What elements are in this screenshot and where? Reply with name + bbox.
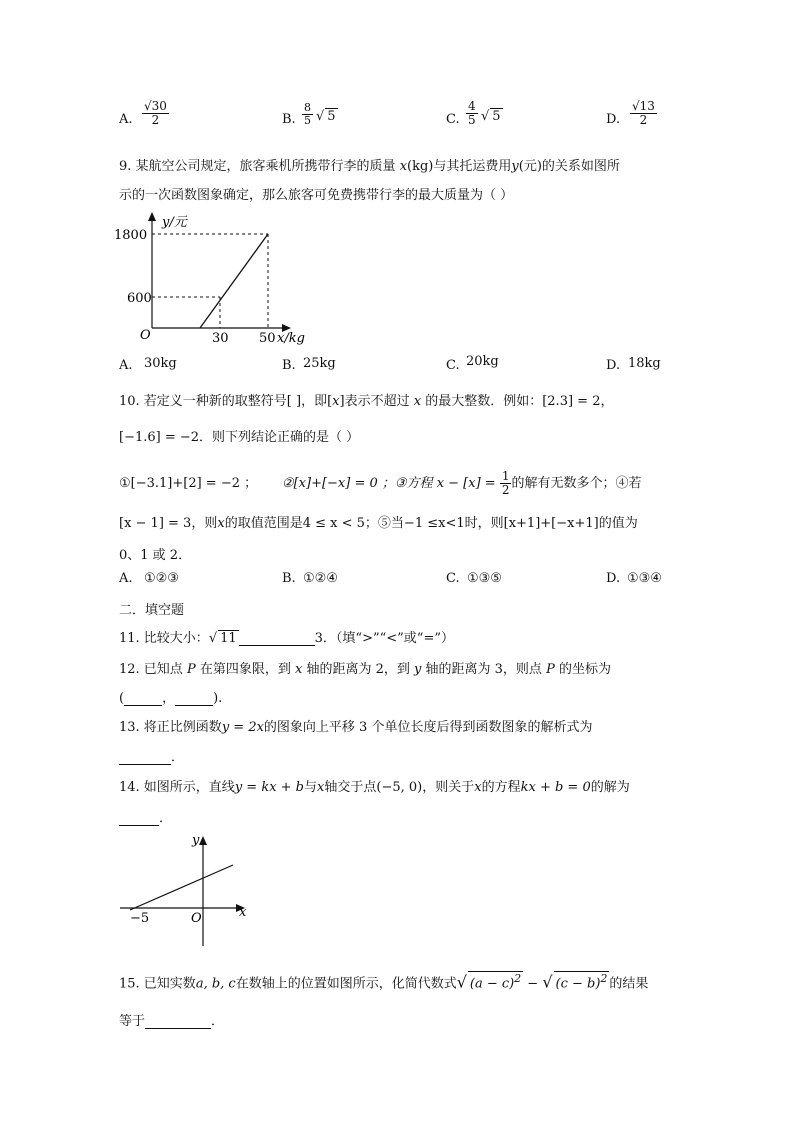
option-c-fraction: $\frac{4}{5}$ [468,99,476,128]
q9-option-c-letter: C. [446,358,460,373]
q12-line-2: ( ， ). [119,691,223,706]
q10-line-3: ①[−3.1]+[2] = −2 ； ②[x]+[−x] = 0 ；③方程 x − [x] = $\frac{1}{2}$ 的解有无数多个；④若 [119,469,642,498]
q15-line-2: 等于 ． [119,1014,225,1029]
q10-option-b: ①②④ [303,571,338,586]
q14-function-line [130,865,233,910]
option-b-letter: B. [282,112,296,127]
q15-root-1: $(a - c)^2$ [469,972,522,992]
q14-line-2: ． [119,807,172,826]
q10-option-c-letter: C. [446,571,460,586]
q10-option-c: ①③⑤ [467,571,502,586]
option-b-root: √ 5 [316,109,336,124]
q15-blank [145,1028,211,1029]
q9-option-a-letter: A. [119,358,133,373]
q9-origin: O [140,328,151,343]
q9-option-d: 18kg [628,356,661,371]
q9-graph [110,208,320,348]
option-a-value: $\frac{√30}{2}$ [144,99,167,128]
q9-line-1: 9. 某航空公司规定，旅客乘机所携带行李的质量 x(kg)与其托运费用y(元)的关系如图所 [119,159,620,174]
q10-fraction-half: $\frac{1}{2}$ [501,469,510,498]
q12-blank-x [124,705,162,706]
option-d-letter: D. [606,112,621,127]
q10-option-a: ①②③ [144,571,179,586]
q13-line-2: ． [119,746,184,765]
q13-blank [119,764,171,765]
option-b-fraction: $\frac{8}{5}$ [304,101,311,128]
q9-y-tick-600: 600 [127,291,152,306]
q10-line-2: [−1.6] = −2．则下列结论正确的是（ ） [119,430,360,445]
q14-y-arrow [199,836,207,845]
q9-x-label: x/kg [277,331,305,346]
q12-line-1: 12. 已知点 P 在第四象限，到 x 轴的距离为 2，到 y 轴的距离为 3，则点 P 的坐标为 [119,662,611,677]
q10-option-d-letter: D. [606,571,621,586]
option-d-value: $\frac{√13}{2}$ [632,99,655,128]
option-a-letter: A. [119,112,133,127]
q9-line-2: 示的一次函数图象确定，那么旅客可免费携带行李的最大质量为（ ） [119,188,514,203]
q15-root-2: $(c - b)^2$ [555,972,608,992]
option-c-root: √ 5 [481,109,501,124]
question-11: 11. 比较大小：√ 11 3．（填“>”“<”或“=”） [119,631,454,646]
q10-option-a-letter: A. [119,571,133,586]
q9-x-tick-50: 50 [259,331,276,346]
q12-blank-y [175,705,213,706]
q9-option-a: 30kg [144,356,177,371]
q14-blank [119,825,159,826]
q15-line-1: 15. 已知实数a, b, c在数轴上的位置如图所示，化简代数式√ $(a - c)^2$ − √ $(c - b)^2$ 的结果 [119,972,649,992]
q9-option-d-letter: D. [606,358,621,373]
q9-y-tick-1800: 1800 [114,228,148,243]
option-c-letter: C. [446,112,460,127]
q9-x-tick-30: 30 [212,331,229,346]
q10-line-5: 0、1 或 2． [119,548,192,563]
q14-x-label: x [239,905,247,920]
q14-y-label: y [192,833,200,848]
q10-option-b-letter: B. [282,571,296,586]
section-title: 二．填空题 [119,603,185,618]
q14-tick-neg5: −5 [130,911,150,926]
q9-y-arrow [148,212,156,221]
q9-option-b-letter: B. [282,358,296,373]
q10-option-d: ①③④ [627,571,662,586]
q9-option-b: 25kg [303,356,336,371]
q9-option-c: 20kg [466,354,499,369]
q13-line-1: 13. 将正比例函数y = 2x的图象向上平移 3 个单位长度后得到函数图象的解析式为 [119,720,593,735]
q11-blank [239,645,315,646]
q14-origin: O [191,911,202,926]
q14-graph [115,828,255,952]
q14-line-1: 14. 如图所示，直线y = kx + b与x轴交于点(−5, 0)，则关于x的方程kx + b = 0的解为 [119,780,630,795]
q9-function-line [200,234,268,328]
q9-y-label: y/元 [162,215,187,230]
q10-line-1: 10. 若定义一种新的取整符号[ ]，即[x]表示不超过 x 的最大整数．例如：[2.3] = 2， [119,394,614,409]
q10-line-4: [x − 1] = 3，则x的取值范围是4 ≤ x < 5；⑤当−1 ≤x<1时，则[x+1]+[−x+1]的值为 [119,516,638,531]
